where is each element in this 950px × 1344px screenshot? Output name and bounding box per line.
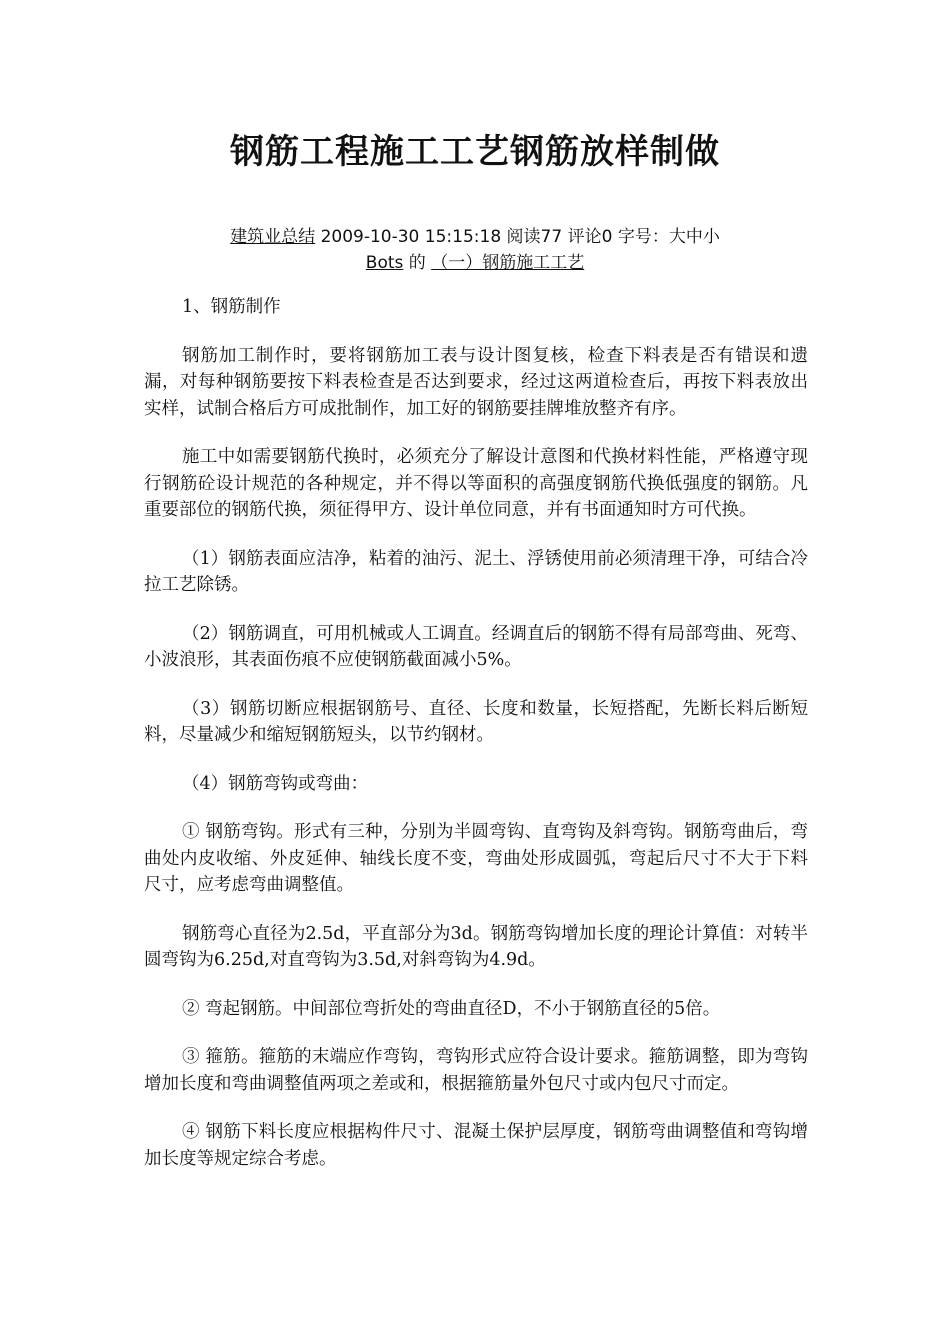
read-count: 77 — [540, 227, 563, 247]
font-size-small-option[interactable]: 小 — [702, 227, 720, 247]
comment-count: 0 — [601, 227, 613, 247]
comment-label: 评论 — [567, 227, 602, 247]
paragraph: （2）钢筋调直，可用机械或人工调直。经调直后的钢筋不得有局部弯曲、死弯、小波浪形，其表面伤痕不应使钢筋截面减小5%。 — [144, 623, 808, 670]
meta-line — [0, 224, 950, 250]
paragraph: 1、钢筋制作 — [182, 297, 281, 317]
paragraph: 钢筋加工制作时，要将钢筋加工表与设计图复核，检查下料表是否有错误和遗漏，对每种钢筋要按下料表检查是否达到要求，经过这两道检查后，再按下料表放出实样，试制合格后方可成批制作，加工好的钢筋要挂牌堆放整齐有序。 — [144, 345, 808, 419]
paragraph: （1）钢筋表面应洁净，粘着的油污、泥土、浮锈使用前必须清理干净，可结合冷拉工艺除锈。 — [144, 548, 808, 595]
category-link[interactable]: 建筑业总结 — [230, 227, 316, 247]
paragraph: （3）钢筋切断应根据钢筋号、直径、长度和数量，长短搭配，先断长料后断短料，尽量减少和缩短钢筋短头，以节约钢材。 — [144, 698, 808, 745]
paragraph: ① 钢筋弯钩。形式有三种，分别为半圆弯钩、直弯钩及斜弯钩。钢筋弯曲后，弯曲处内皮收缩、外皮延伸、轴线长度不变，弯曲处形成圆弧，弯起后尺寸不大于下料尺寸，应考虑弯曲调整值。 — [144, 822, 808, 895]
font-size-label: 字号： — [617, 227, 669, 247]
post-datetime: 2009-10-30 15:15:18 — [320, 227, 502, 247]
section-link[interactable]: （一）钢筋施工工艺 — [431, 253, 585, 273]
read-label: 阅读 — [506, 227, 541, 247]
paragraph: ② 弯起钢筋。中间部位弯折处的弯曲直径D，不小于钢筋直径的5倍。 — [182, 998, 721, 1019]
article-body — [144, 294, 808, 1194]
author-line — [0, 250, 950, 276]
author-link[interactable]: Bots — [365, 253, 404, 273]
paragraph: （4）钢筋弯钩或弯曲： — [182, 773, 369, 794]
paragraph: 钢筋弯心直径为2.5d，平直部分为3d。钢筋弯钩增加长度的理论计算值：对转半圆弯钩为6.25d,对直弯钩为3.5d,对斜弯钩为4.9d。 — [144, 923, 808, 970]
paragraph: 施工中如需要钢筋代换时，必须充分了解设计意图和代换材料性能，严格遵守现行钢筋砼设计规范的各种规定，并不得以等面积的高强度钢筋代换低强度的钢筋。凡重要部位的钢筋代换，须征得甲方、设计单位同意，并有书面通知时方可代换。 — [144, 447, 808, 520]
font-size-medium-option[interactable]: 中 — [685, 227, 703, 247]
document-title: 钢筋工程施工工艺钢筋放样制做 — [230, 132, 720, 172]
paragraph: ③ 箍筋。箍筋的末端应作弯钩，弯钩形式应符合设计要求。箍筋调整，即为弯钩增加长度和弯曲调整值两项之差或和，根据箍筋量外包尺寸或内包尺寸而定。 — [144, 1047, 808, 1094]
font-size-large-option[interactable]: 大 — [668, 227, 686, 247]
paragraph: ④ 钢筋下料长度应根据构件尺寸、混凝土保护层厚度，钢筋弯曲调整值和弯钩增加长度等规定综合考虑。 — [144, 1122, 808, 1169]
of-text: 的 — [408, 253, 426, 273]
